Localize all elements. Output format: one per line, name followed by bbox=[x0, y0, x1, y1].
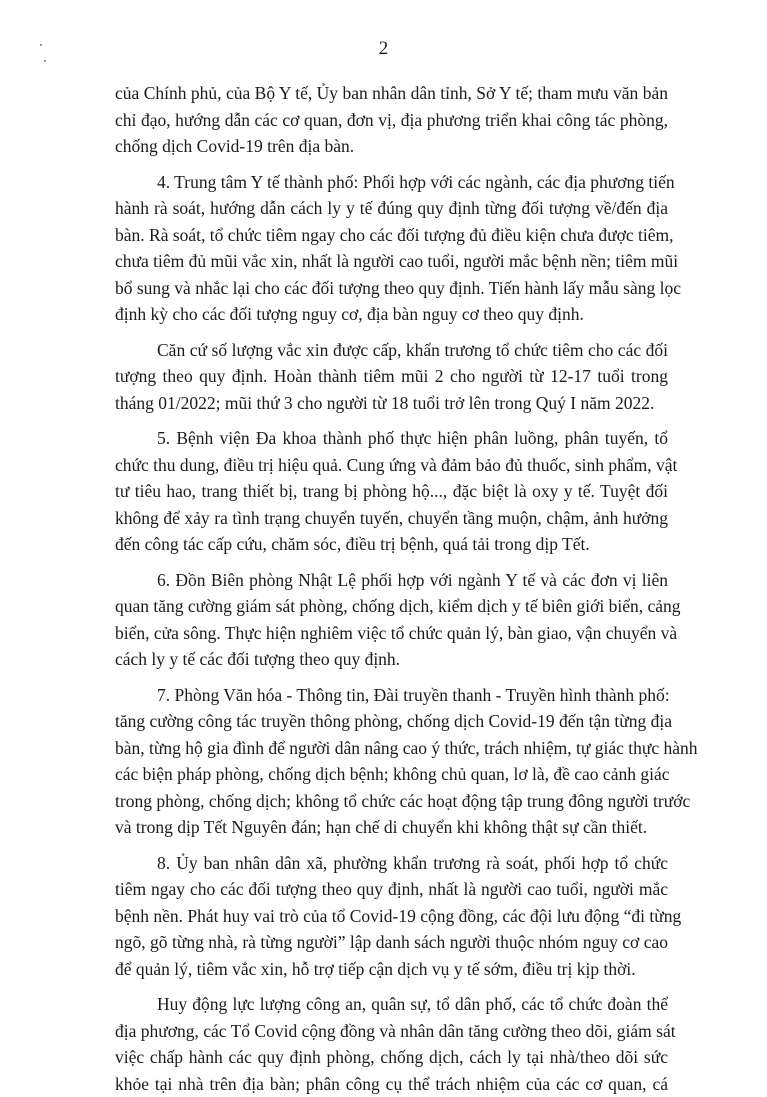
text-line: tháng 01/2022; mũi thứ 3 cho người từ 18 tuổi trở lên trong Quý I năm 2022. bbox=[115, 390, 668, 417]
text-line: đến công tác cấp cứu, chăm sóc, điều trị bệnh, quá tải trong dịp Tết. bbox=[115, 531, 668, 558]
text-line: bệnh nền. Phát huy vai trò của tổ Covid-19 cộng đồng, các đội lưu động “đi từng bbox=[115, 903, 668, 930]
text-line: tư tiêu hao, trang thiết bị, trang bị phòng hộ..., đặc biệt là oxy y tế. Tuyệt đối bbox=[115, 478, 668, 505]
text-line: trong phòng, chống dịch; không tổ chức các hoạt động tập trung đông người trước bbox=[115, 788, 668, 815]
text-line: bàn, từng hộ gia đình để người dân nâng cao ý thức, trách nhiệm, tự giác thực hành bbox=[115, 735, 668, 762]
paragraph bbox=[115, 850, 668, 983]
paragraph bbox=[115, 682, 668, 841]
text-line: định kỳ cho các đối tượng nguy cơ, địa bàn nguy cơ theo quy định. bbox=[115, 301, 668, 328]
text-line: chưa tiêm đủ mũi vắc xin, nhất là người cao tuổi, người mắc bệnh nền; tiêm mũi bbox=[115, 248, 668, 275]
text-line: 7. Phòng Văn hóa - Thông tin, Đài truyền thanh - Truyền hình thành phố: bbox=[115, 682, 668, 709]
text-line: để quản lý, tiêm vắc xin, hỗ trợ tiếp cận dịch vụ y tế sớm, điều trị kịp thời. bbox=[115, 956, 668, 983]
text-line: ngõ, gõ từng nhà, rà từng người” lập danh sách người thuộc nhóm nguy cơ cao bbox=[115, 929, 668, 956]
paragraph bbox=[115, 80, 668, 160]
text-line: việc chấp hành các quy định phòng, chống dịch, cách ly tại nhà/theo dõi sức bbox=[115, 1044, 668, 1071]
text-line: tăng cường công tác truyền thông phòng, chống dịch Covid-19 đến tận từng địa bbox=[115, 708, 668, 735]
text-line: Căn cứ số lượng vắc xin được cấp, khẩn trương tổ chức tiêm cho các đối bbox=[115, 337, 668, 364]
text-line: tiêm ngay cho các đối tượng theo quy định, nhất là người cao tuổi, người mắc bbox=[115, 876, 668, 903]
document-body bbox=[115, 80, 668, 1097]
text-line: 8. Ủy ban nhân dân xã, phường khẩn trương rà soát, phối hợp tổ chức bbox=[115, 850, 668, 877]
paragraph bbox=[115, 991, 668, 1097]
paragraph bbox=[115, 425, 668, 558]
text-line: biển, cửa sông. Thực hiện nghiêm việc tổ chức quản lý, bàn giao, vận chuyển và bbox=[115, 620, 668, 647]
scan-mark bbox=[44, 60, 46, 62]
text-line: cách ly y tế các đối tượng theo quy định. bbox=[115, 646, 668, 673]
text-line: địa phương, các Tổ Covid cộng đồng và nhân dân tăng cường theo dõi, giám sát bbox=[115, 1018, 668, 1045]
paragraph bbox=[115, 567, 668, 673]
text-line: của Chính phủ, của Bộ Y tế, Ủy ban nhân dân tỉnh, Sở Y tế; tham mưu văn bản bbox=[115, 80, 668, 107]
text-line: 4. Trung tâm Y tế thành phố: Phối hợp với các ngành, các địa phương tiến bbox=[115, 169, 668, 196]
text-line: bổ sung và nhắc lại cho các đối tượng theo quy định. Tiến hành lấy mẫu sàng lọc bbox=[115, 275, 668, 302]
text-line: hành rà soát, hướng dẫn cách ly y tế đúng quy định từng đối tượng về/đến địa bbox=[115, 195, 668, 222]
scan-mark bbox=[40, 44, 42, 46]
text-line: chống dịch Covid-19 trên địa bàn. bbox=[115, 133, 668, 160]
text-line: chức thu dung, điều trị hiệu quả. Cung ứng và đảm bảo đủ thuốc, sinh phẩm, vật bbox=[115, 452, 668, 479]
text-line: bàn. Rà soát, tổ chức tiêm ngay cho các đối tượng đủ điều kiện chưa được tiêm, bbox=[115, 222, 668, 249]
text-line: và trong dịp Tết Nguyên đán; hạn chế di chuyển khi không thật sự cần thiết. bbox=[115, 814, 668, 841]
text-line: 6. Đồn Biên phòng Nhật Lệ phối hợp với ngành Y tế và các đơn vị liên bbox=[115, 567, 668, 594]
paragraph bbox=[115, 169, 668, 328]
text-line: tượng theo quy định. Hoàn thành tiêm mũi 2 cho người từ 12-17 tuổi trong bbox=[115, 363, 668, 390]
text-line: 5. Bệnh viện Đa khoa thành phố thực hiện phân luồng, phân tuyến, tổ bbox=[115, 425, 668, 452]
text-line: chỉ đạo, hướng dẫn các cơ quan, đơn vị, địa phương triển khai công tác phòng, bbox=[115, 107, 668, 134]
paragraph bbox=[115, 337, 668, 417]
page-number: 2 bbox=[0, 38, 767, 60]
text-line: quan tăng cường giám sát phòng, chống dịch, kiểm dịch y tế biên giới biển, cảng bbox=[115, 593, 668, 620]
text-line: Huy động lực lượng công an, quân sự, tổ dân phố, các tổ chức đoàn thể bbox=[115, 991, 668, 1018]
text-line: khỏe tại nhà trên địa bàn; phân công cụ thể trách nhiệm của các cơ quan, cá bbox=[115, 1071, 668, 1097]
text-line: không để xảy ra tình trạng chuyển tuyến, chuyển tầng muộn, chậm, ảnh hưởng bbox=[115, 505, 668, 532]
text-line: các biện pháp phòng, chống dịch bệnh; không chủ quan, lơ là, đề cao cảnh giác bbox=[115, 761, 668, 788]
